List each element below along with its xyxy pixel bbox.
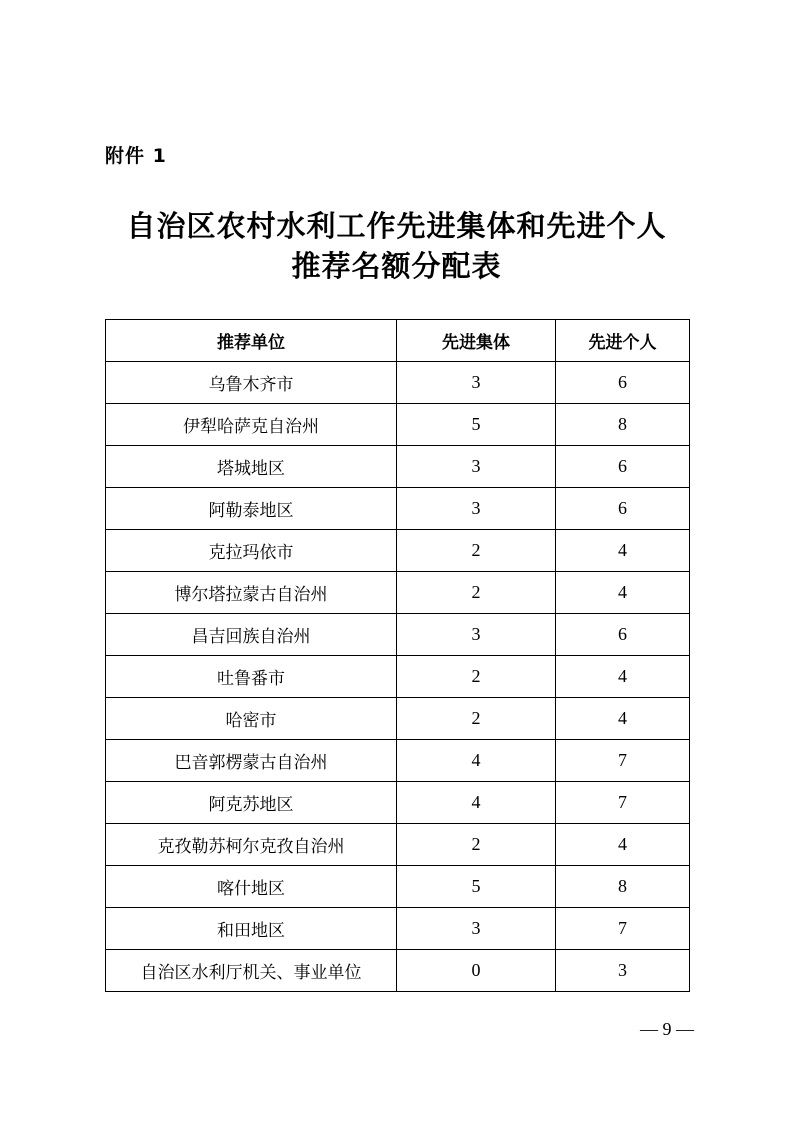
individual-count-cell: 4 bbox=[556, 530, 690, 572]
table-row bbox=[106, 698, 690, 740]
unit-cell: 阿勒泰地区 bbox=[106, 488, 397, 530]
table-row bbox=[106, 488, 690, 530]
unit-cell: 阿克苏地区 bbox=[106, 782, 397, 824]
page-number: — 9 — bbox=[640, 1019, 694, 1039]
unit-cell: 克孜勒苏柯尔克孜自治州 bbox=[106, 824, 397, 866]
individual-count-cell: 6 bbox=[556, 614, 690, 656]
header-advanced-individual: 先进个人 bbox=[556, 320, 690, 362]
table-row bbox=[106, 908, 690, 950]
unit-cell: 博尔塔拉蒙古自治州 bbox=[106, 572, 397, 614]
collective-count-cell: 0 bbox=[397, 950, 556, 992]
table-row bbox=[106, 824, 690, 866]
table-row bbox=[106, 572, 690, 614]
header-recommending-unit: 推荐单位 bbox=[106, 320, 397, 362]
table-row bbox=[106, 782, 690, 824]
document-title-line-1: 自治区农村水利工作先进集体和先进个人 bbox=[126, 209, 667, 243]
collective-count-cell: 4 bbox=[397, 740, 556, 782]
individual-count-cell: 4 bbox=[556, 572, 690, 614]
unit-cell: 吐鲁番市 bbox=[106, 656, 397, 698]
collective-count-cell: 2 bbox=[397, 698, 556, 740]
unit-cell: 自治区水利厅机关、事业单位 bbox=[106, 950, 397, 992]
individual-count-cell: 7 bbox=[556, 908, 690, 950]
individual-count-cell: 7 bbox=[556, 782, 690, 824]
collective-count-cell: 5 bbox=[397, 866, 556, 908]
unit-cell: 巴音郭楞蒙古自治州 bbox=[106, 740, 397, 782]
document-title-line-2: 推荐名额分配表 bbox=[291, 249, 502, 283]
individual-count-cell: 4 bbox=[556, 656, 690, 698]
individual-count-cell: 6 bbox=[556, 362, 690, 404]
unit-cell: 昌吉回族自治州 bbox=[106, 614, 397, 656]
table-row bbox=[106, 362, 690, 404]
table-header-row bbox=[106, 320, 690, 362]
unit-cell: 哈密市 bbox=[106, 698, 397, 740]
collective-count-cell: 2 bbox=[397, 824, 556, 866]
quota-allocation-table bbox=[105, 319, 690, 992]
table-row bbox=[106, 866, 690, 908]
unit-cell: 乌鲁木齐市 bbox=[106, 362, 397, 404]
individual-count-cell: 3 bbox=[556, 950, 690, 992]
collective-count-cell: 2 bbox=[397, 656, 556, 698]
individual-count-cell: 8 bbox=[556, 866, 690, 908]
collective-count-cell: 5 bbox=[397, 404, 556, 446]
unit-cell: 和田地区 bbox=[106, 908, 397, 950]
collective-count-cell: 2 bbox=[397, 572, 556, 614]
table-row bbox=[106, 404, 690, 446]
table-row bbox=[106, 530, 690, 572]
collective-count-cell: 3 bbox=[397, 488, 556, 530]
table-row bbox=[106, 614, 690, 656]
attachment-label: 附件 1 bbox=[105, 145, 167, 167]
individual-count-cell: 6 bbox=[556, 446, 690, 488]
table-row bbox=[106, 740, 690, 782]
unit-cell: 伊犁哈萨克自治州 bbox=[106, 404, 397, 446]
unit-cell: 喀什地区 bbox=[106, 866, 397, 908]
unit-cell: 塔城地区 bbox=[106, 446, 397, 488]
collective-count-cell: 4 bbox=[397, 782, 556, 824]
collective-count-cell: 2 bbox=[397, 530, 556, 572]
individual-count-cell: 4 bbox=[556, 824, 690, 866]
collective-count-cell: 3 bbox=[397, 362, 556, 404]
table-row bbox=[106, 950, 690, 992]
individual-count-cell: 6 bbox=[556, 488, 690, 530]
individual-count-cell: 7 bbox=[556, 740, 690, 782]
table-row bbox=[106, 656, 690, 698]
collective-count-cell: 3 bbox=[397, 614, 556, 656]
collective-count-cell: 3 bbox=[397, 446, 556, 488]
table-row bbox=[106, 446, 690, 488]
individual-count-cell: 8 bbox=[556, 404, 690, 446]
individual-count-cell: 4 bbox=[556, 698, 690, 740]
header-advanced-collective: 先进集体 bbox=[397, 320, 556, 362]
collective-count-cell: 3 bbox=[397, 908, 556, 950]
unit-cell: 克拉玛依市 bbox=[106, 530, 397, 572]
